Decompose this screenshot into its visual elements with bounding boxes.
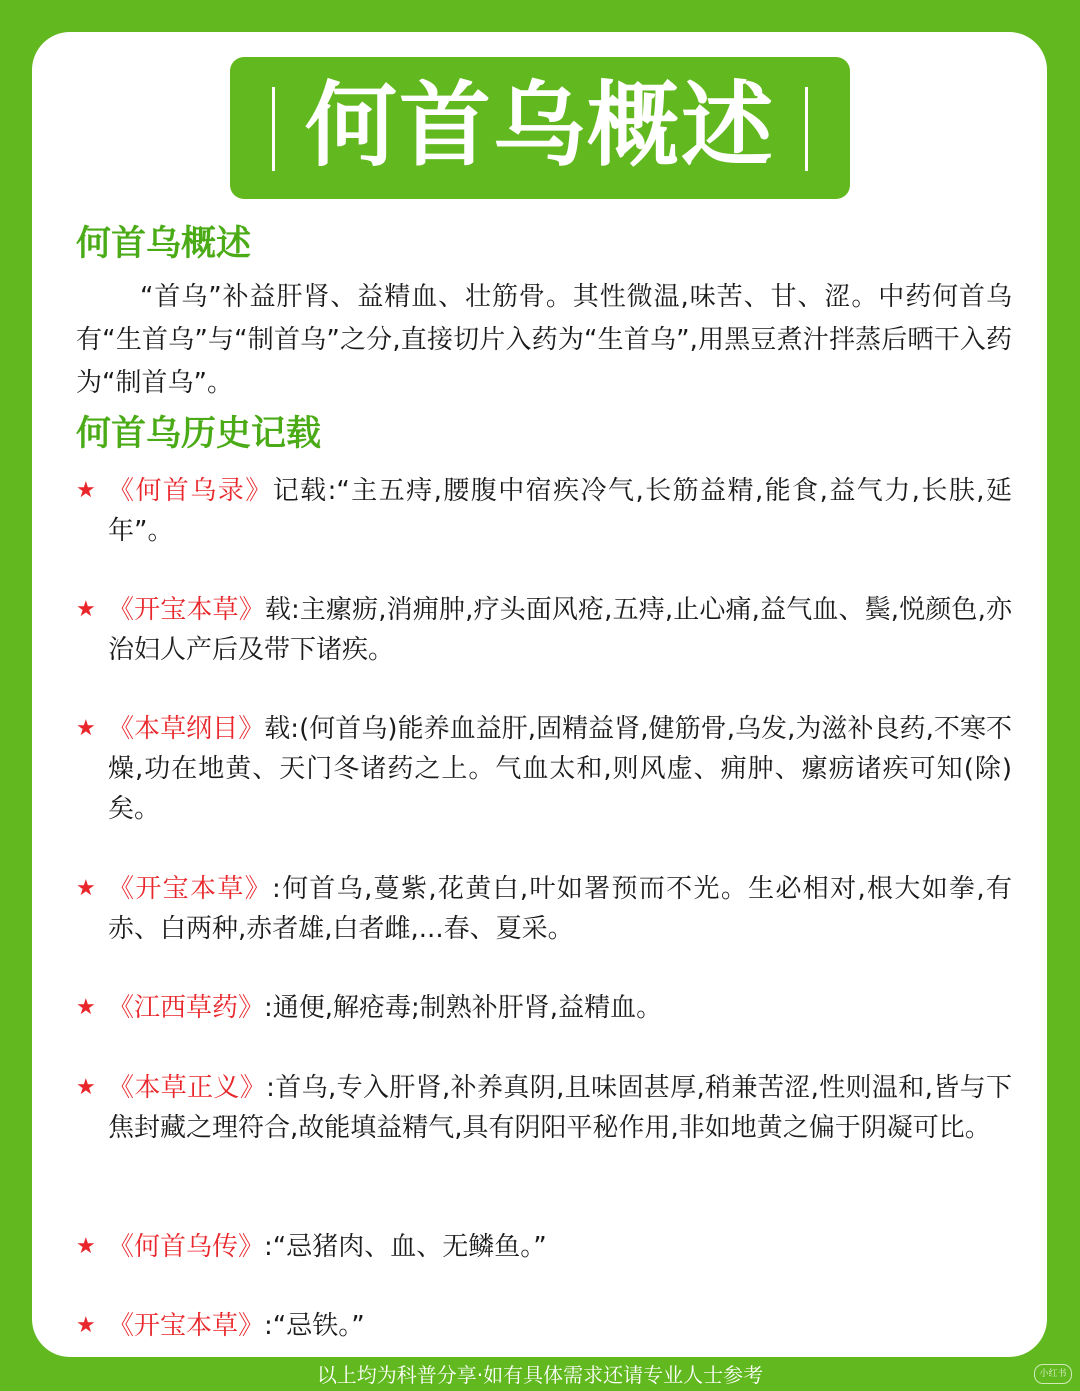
history-record [76,709,1012,829]
record-text: :通便,解疮毒;制熟补肝肾,益精血。 [264,993,663,1023]
overview-heading: 何首乌概述 [76,224,252,264]
title-banner [230,57,850,199]
record-text: :何首乌,蔓紫,花黄白,叶如署预而不光。生必相对,根大如拳,有赤、白两种,赤者雄,白者雌,...春、夏采。 [108,874,1012,944]
star-icon: ★ [76,597,96,622]
book-title: 《何首乌传》 [108,1232,265,1262]
record-text: :“忌猪肉、血、无鳞鱼。” [264,1232,547,1262]
book-title: 《本草纲目》 [108,714,265,744]
record-text: :首乌,专入肝肾,补养真阴,且味固甚厚,稍兼苦涩,性则温和,皆与下焦封藏之理符合,故能填益精气,具有阴阳平秘作用,非如地黄之偏于阴凝可比。 [108,1073,1012,1143]
history-heading: 何首乌历史记载 [76,414,322,454]
star-icon: ★ [76,1313,96,1338]
book-title: 《开宝本草》 [108,595,265,625]
book-title: 《开宝本草》 [108,1311,265,1341]
book-title: 《江西草药》 [108,993,265,1023]
star-icon: ★ [76,478,96,503]
star-icon: ★ [76,1234,96,1259]
star-icon: ★ [76,876,96,901]
watermark-logo: 小红书 [1034,1364,1072,1384]
star-icon: ★ [76,995,96,1020]
footer-disclaimer: 以上均为科普分享·如有具体需求还请专业人士参考 [316,1363,764,1387]
history-record [76,1306,1012,1346]
history-record [76,590,1012,670]
overview-text: “首乌”补益肝肾、益精血、壮筋骨。其性微温,味苦、甘、涩。中药何首乌有“生首乌”与“制首乌”之分,直接切片入药为“生首乌”,用黑豆煮汁拌蒸后晒干入药为“制首乌”。 [76,282,1012,398]
history-record [76,1227,1012,1267]
history-record [76,988,1012,1028]
history-record [76,869,1012,949]
book-title: 《何首乌录》 [108,476,273,506]
book-title: 《本草正义》 [108,1073,267,1103]
star-icon: ★ [76,716,96,741]
record-text: 载:主瘰疬,消痈肿,疗头面风疮,五痔,止心痛,益气血、鬓,悦颜色,亦治妇人产后及带下诸疾。 [108,595,1012,665]
banner-bar-right [805,87,808,171]
record-text: 载:(何首乌)能养血益肝,固精益肾,健筋骨,乌发,为滋补良药,不寒不燥,功在地黄、天门冬诸药之上。气血太和,则风虚、痈肿、瘰疬诸疾可知(除)矣。 [108,714,1012,824]
record-text: 记载:“主五痔,腰腹中宿疾冷气,长筋益精,能食,益气力,长肤,延年”。 [108,476,1012,546]
record-text: :“忌铁。” [264,1311,365,1341]
banner-title: 何首乌概述 [304,72,775,179]
star-icon: ★ [76,1075,96,1100]
history-record [76,1068,1012,1148]
history-record [76,471,1012,551]
book-title: 《开宝本草》 [108,874,272,904]
